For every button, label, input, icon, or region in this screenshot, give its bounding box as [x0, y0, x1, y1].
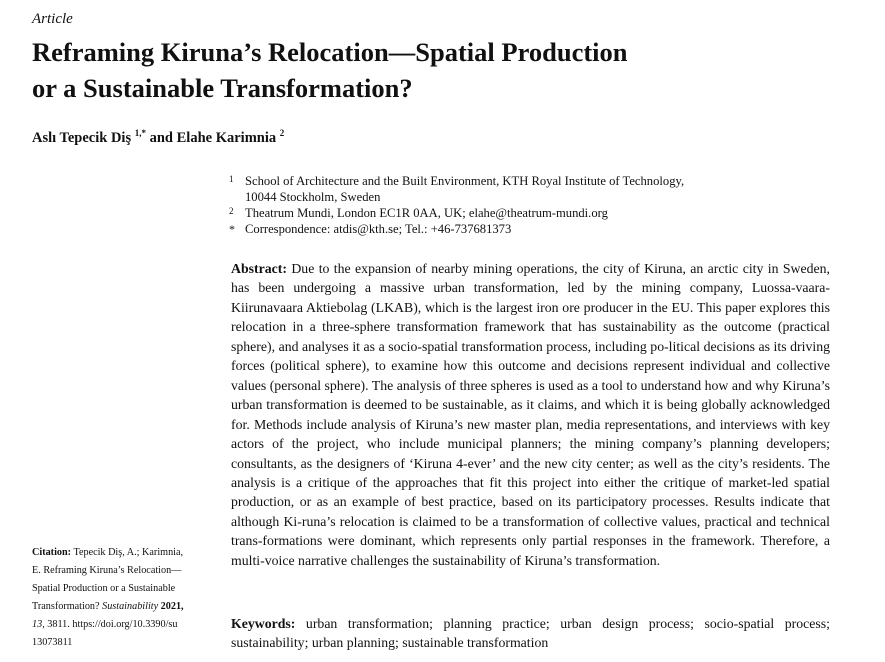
article-type-label: Article	[32, 11, 73, 27]
affiliation-text: Theatrum Mundi, London EC1R 0AA, UK; elahe@theatrum-mundi.org	[245, 206, 608, 220]
author-affiliation-mark: 2	[279, 128, 285, 138]
title-line-1: Reframing Kiruna’s Relocation—Spatial Production	[32, 37, 628, 67]
title-line-2: or a Sustainable Transformation?	[32, 73, 413, 103]
citation-year: 2021,	[160, 601, 184, 612]
affiliation-item	[229, 173, 849, 205]
citation-label: Citation:	[32, 547, 72, 558]
keywords-paragraph	[231, 614, 830, 653]
citation-volume: 13	[32, 619, 43, 630]
affiliation-item	[229, 205, 849, 221]
citation-text: Tepecik Diş, A.; Karimnia,	[73, 547, 184, 558]
keywords-label: Keywords:	[231, 616, 296, 631]
author-joiner: and	[149, 129, 173, 146]
citation-block	[32, 544, 207, 652]
abstract-text: Due to the expansion of nearby mining operations, the city of Kiruna, an arctic city in Sweden, has been undergoing a massive urban transformation, led by the mining company, Luossa-vaara-Kiirunavaara Aktiebolag (LKAB), which is the largest iron ore producer in the EU. This paper explores this relocation in a three-sphere transformation framework that has sustainability as the outcome (practical sphere), and analyses it as a socio-spatial transformation process, including po-litical decisions as its driving forces (political sphere), to examine how this outcome and decisions represent individual and collective values (personal sphere). The analysis of three spheres is used as a tool to understand how and why Kiruna’s urban transformation is deemed to be sustainable, as it claims, and which it is being globally acknowledged for. Methods include analysis of Kiruna’s new master plan, media representations, and interviews with key actors of the project, who include municipal planners; the mining company’s planning developers; consultants, as the designers of ‘Kiruna 4-ever’ and the new city center; as well as the city’s residents. The analysis is a critique of the approaches that fit this project into either the critique of market-led spatial production, or as an example of best practice, based on its participatory processes. Results indicate that although Ki-runa’s relocation is claimed to be a transformation of collective values, practical and technical trans-formations were dominant, which represents only partial responses in the framework. Therefore, a multi-voice narrative challenges the sustainability of Kiruna’s transformation.	[231, 261, 831, 568]
citation-text: Transformation?	[32, 601, 100, 612]
citation-doi[interactable]: , 3811. https://doi.org/10.3390/su	[42, 619, 178, 630]
correspondence-marker: *	[229, 222, 235, 236]
affiliation-marker: 1	[229, 174, 234, 184]
author-affiliation-mark: 1,*	[134, 128, 146, 138]
author-list	[32, 128, 284, 147]
citation-text: E. Reframing Kiruna’s Relocation—	[32, 565, 182, 576]
abstract-label: Abstract:	[231, 261, 287, 276]
correspondence-text: Correspondence: atdis@kth.se; Tel.: +46-737681373	[245, 222, 512, 236]
affiliation-text: School of Architecture and the Built Environment, KTH Royal Institute of Technology,	[245, 174, 685, 188]
affiliation-marker: 2	[229, 206, 234, 216]
correspondence-item	[229, 221, 849, 237]
citation-text: Spatial Production or a Sustainable	[32, 583, 176, 594]
citation-doi-suffix[interactable]: 13073811	[32, 637, 73, 648]
affiliation-text: 10044 Stockholm, Sweden	[245, 190, 381, 204]
author-name: Elahe Karimnia	[176, 129, 277, 146]
keywords-text: urban transformation; planning practice; urban design process; socio-spatial process; sustainability; urban planning; sustainable transformation	[231, 616, 830, 651]
page-title	[32, 34, 852, 106]
affiliation-list	[229, 173, 849, 237]
abstract-paragraph	[231, 259, 830, 570]
citation-journal: Sustainability	[102, 601, 159, 612]
author-name: Aslı Tepecik Diş	[32, 129, 132, 146]
